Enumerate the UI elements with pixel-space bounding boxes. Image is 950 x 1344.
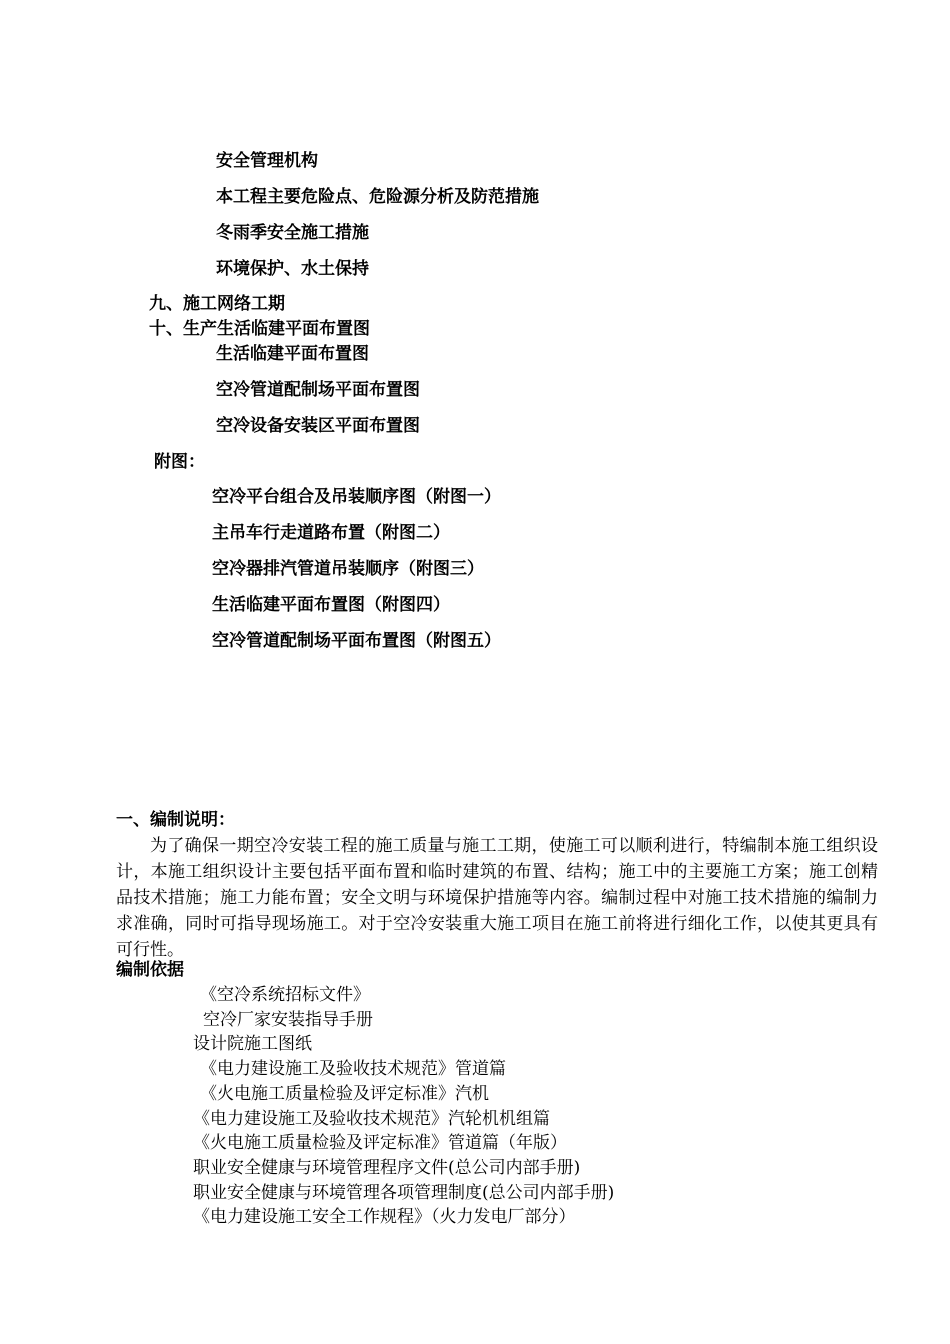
- basis-item-9: 职业安全健康与环境管理各项管理制度(总公司内部手册): [193, 1183, 615, 1203]
- appendix-title: 附图：: [154, 452, 205, 472]
- appendix-item-4: 生活临建平面布置图（附图四）: [212, 595, 450, 615]
- toc-item-hazard-analysis: 本工程主要危险点、危险源分析及防范措施: [216, 187, 539, 207]
- basis-item-5: 《火电施工质量检验及评定标准》汽机: [200, 1084, 489, 1104]
- toc-item-equipment-area-layout: 空冷设备安装区平面布置图: [216, 416, 420, 436]
- basis-item-6: 《电力建设施工及验收技术规范》汽轮机机组篇: [193, 1109, 550, 1129]
- basis-item-1: 《空冷系统招标文件》: [200, 985, 370, 1005]
- section-heading-compilation-notes: 一、编制说明：: [116, 810, 235, 830]
- compilation-notes-paragraph: 为了确保一期空冷安装工程的施工质量与施工工期，使施工可以顺利进行，特编制本施工组织设计，本施工组织设计主要包括平面布置和临时建筑的布置、结构；施工中的主要施工方案；施工创精品技术措施；施工力能布置；安全文明与环境保护措施等内容。编制过程中对施工技术措施的编制力求准确，同时可指导现场施工。对于空冷安装重大施工项目在施工前将进行细化工作，以使其更具有可行性。: [116, 836, 878, 960]
- toc-item-environment-protection: 环境保护、水土保持: [216, 259, 369, 279]
- basis-item-4: 《电力建设施工及验收技术规范》管道篇: [200, 1059, 506, 1079]
- basis-item-3: 设计院施工图纸: [193, 1034, 312, 1054]
- appendix-item-1: 空冷平台组合及吊装顺序图（附图一）: [212, 487, 501, 507]
- toc-item-winter-rain-measures: 冬雨季安全施工措施: [216, 223, 369, 243]
- basis-item-2: 空冷厂家安装指导手册: [203, 1010, 373, 1030]
- basis-item-7: 《火电施工质量检验及评定标准》管道篇（年版）: [193, 1133, 567, 1153]
- toc-item-living-layout: 生活临建平面布置图: [216, 344, 369, 364]
- basis-item-8: 职业安全健康与环境管理程序文件(总公司内部手册): [193, 1158, 581, 1178]
- toc-section-9: 九、施工网络工期: [149, 294, 285, 314]
- basis-item-10: 《电力建设施工安全工作规程》（火力发电厂部分）: [193, 1207, 576, 1227]
- appendix-item-5: 空冷管道配制场平面布置图（附图五）: [212, 631, 501, 651]
- toc-item-safety-organization: 安全管理机构: [216, 151, 318, 171]
- appendix-item-2: 主吊车行走道路布置（附图二）: [212, 523, 450, 543]
- toc-item-pipe-yard-layout: 空冷管道配制场平面布置图: [216, 380, 420, 400]
- appendix-item-3: 空冷器排汽管道吊装顺序（附图三）: [212, 559, 484, 579]
- section-heading-compilation-basis: 编制依据: [116, 960, 184, 980]
- toc-section-10: 十、生产生活临建平面布置图: [149, 319, 370, 339]
